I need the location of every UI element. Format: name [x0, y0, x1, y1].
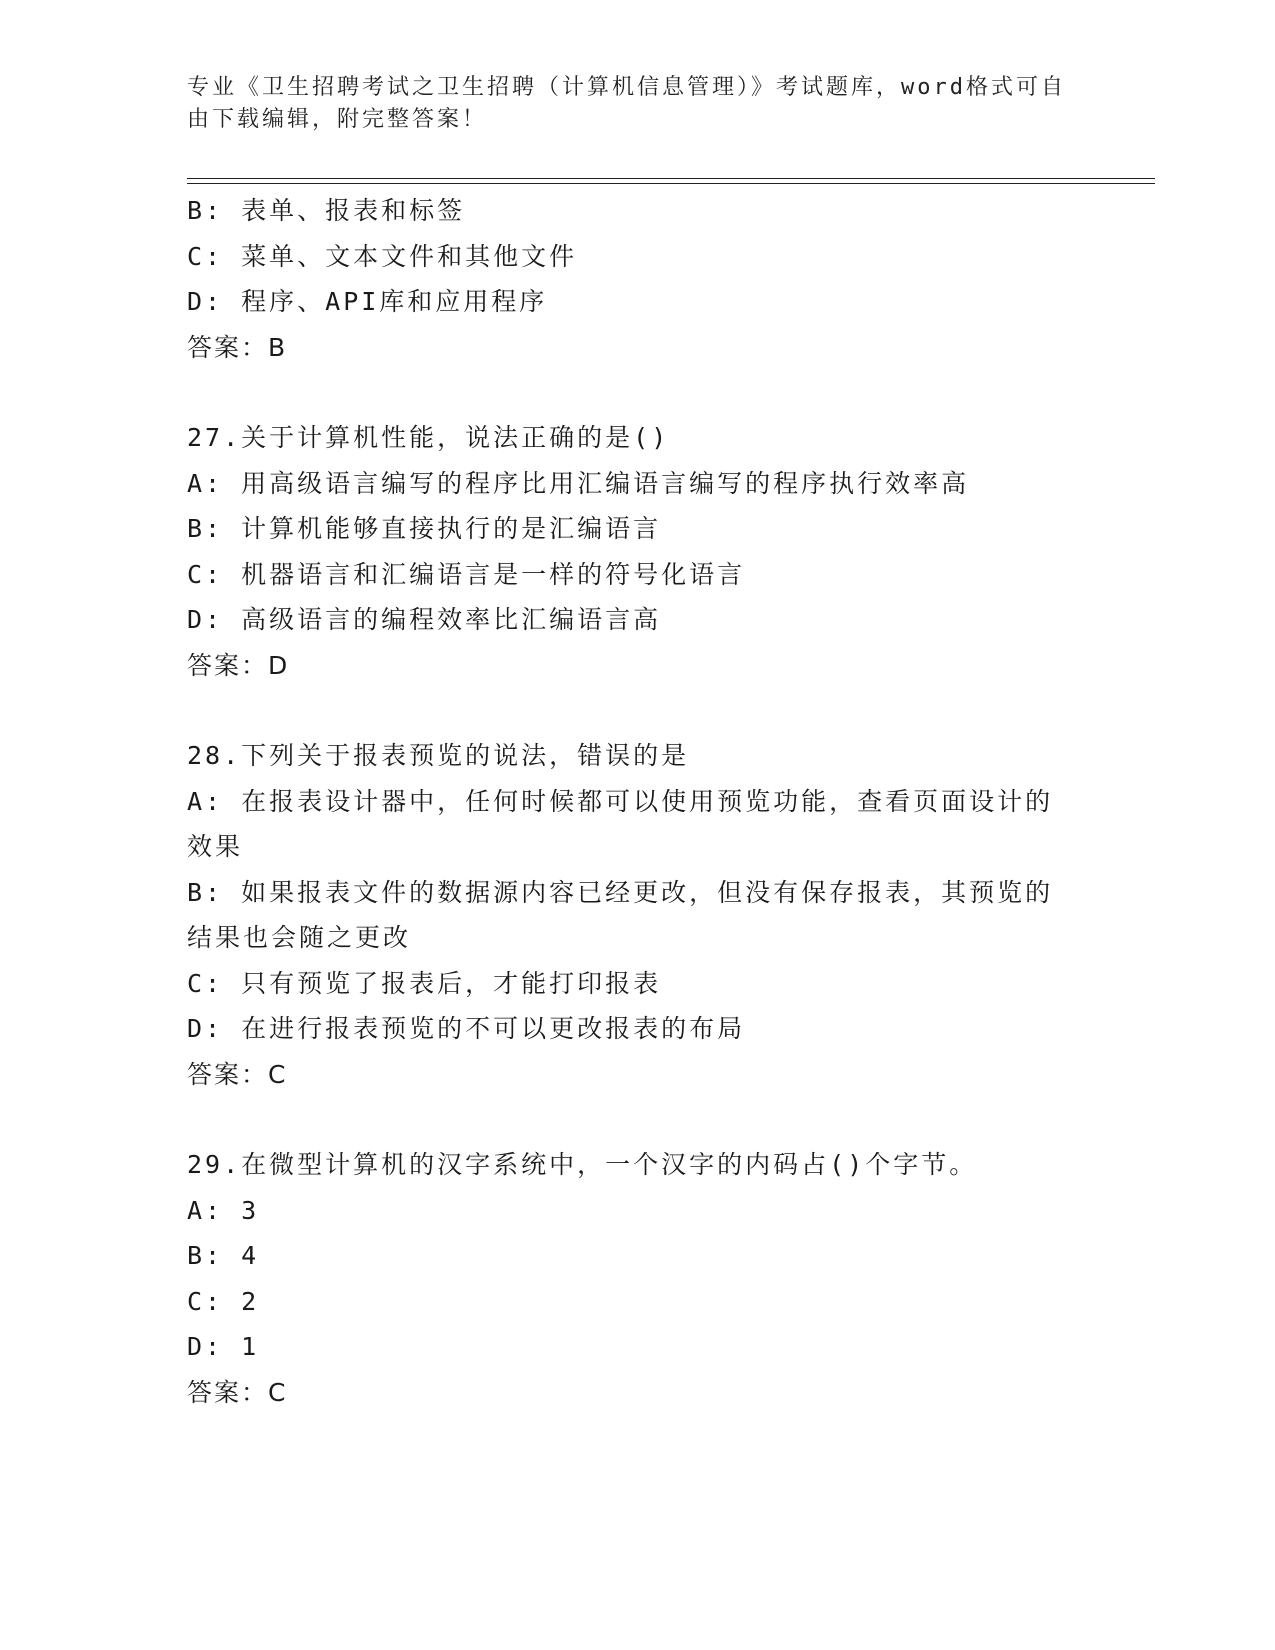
option-c: C: 机器语言和汇编语言是一样的符号化语言	[187, 559, 746, 589]
option-a: A: 3	[187, 1195, 260, 1225]
answer-label: 答案：D	[187, 650, 290, 680]
question-block-26	[187, 188, 1087, 370]
answer-label: 答案：C	[187, 1377, 288, 1407]
header-divider-bottom	[187, 183, 1155, 184]
document-header: 专业《卫生招聘考试之卫生招聘（计算机信息管理）》考试题库，word格式可自由下载编辑，附完整答案！	[187, 75, 1066, 132]
option-b: B: 如果报表文件的数据源内容已经更改，但没有保存报表，其预览的结果也会随之更改	[187, 877, 1054, 952]
option-d: D: 1	[187, 1332, 260, 1361]
document-body	[187, 188, 1087, 1415]
answer-label: 答案：C	[187, 1059, 288, 1089]
question-title: 28.下列关于报表预览的说法，错误的是	[187, 741, 690, 770]
header-divider-top	[187, 178, 1155, 179]
option-c: C: 菜单、文本文件和其他文件	[187, 241, 578, 271]
question-block-27	[187, 415, 1087, 688]
question-title: 29.在微型计算机的汉字系统中，一个汉字的内码占()个字节。	[187, 1150, 978, 1179]
question-title: 27.关于计算机性能，说法正确的是()	[187, 423, 670, 452]
option-c: C: 2	[187, 1286, 260, 1316]
option-d: D: 在进行报表预览的不可以更改报表的布局	[187, 1014, 746, 1043]
question-block-28	[187, 733, 1087, 1097]
question-block-29	[187, 1142, 1087, 1415]
option-a: A: 在报表设计器中，任何时候都可以使用预览功能，查看页面设计的效果	[187, 786, 1054, 861]
option-d: D: 程序、API库和应用程序	[187, 287, 548, 316]
option-d: D: 高级语言的编程效率比汇编语言高	[187, 605, 662, 634]
option-b: B: 计算机能够直接执行的是汇编语言	[187, 514, 662, 543]
answer-label: 答案：B	[187, 332, 288, 362]
option-b: B: 4	[187, 1241, 260, 1270]
option-a: A: 用高级语言编写的程序比用汇编语言编写的程序执行效率高	[187, 468, 970, 498]
option-b: B: 表单、报表和标签	[187, 196, 466, 225]
option-c: C: 只有预览了报表后，才能打印报表	[187, 968, 662, 998]
